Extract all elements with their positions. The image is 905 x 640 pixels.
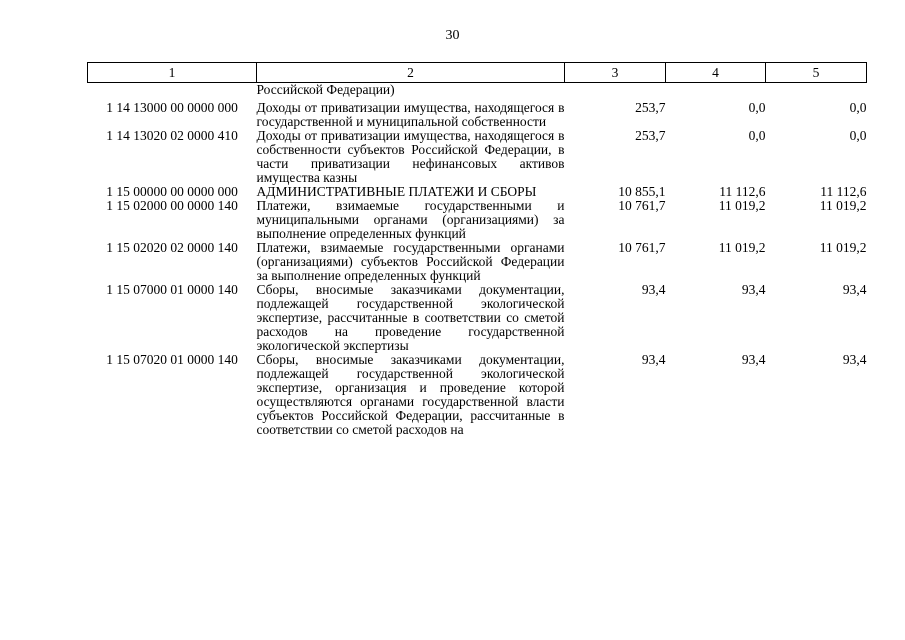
code-cell: 1 15 02020 02 0000 140 bbox=[106, 240, 238, 255]
value-col5: 93,4 bbox=[842, 352, 867, 367]
value-col5: 0,0 bbox=[849, 100, 867, 115]
budget-table bbox=[87, 62, 867, 437]
table-row bbox=[88, 129, 867, 185]
table-row bbox=[88, 241, 867, 283]
column-header: 5 bbox=[766, 63, 867, 83]
value-col4: 11 019,2 bbox=[718, 198, 766, 213]
value-col3: 10 855,1 bbox=[618, 184, 666, 199]
code-cell: 1 15 07000 01 0000 140 bbox=[106, 282, 238, 297]
column-header: 2 bbox=[257, 63, 565, 83]
name-cell: Платежи, взимаемые государственными и муниципальными органами (организациями) за выполнение определенных функций bbox=[256, 198, 565, 241]
column-header: 1 bbox=[88, 63, 257, 83]
value-col4: 0,0 bbox=[748, 100, 766, 115]
value-col3: 10 761,7 bbox=[618, 198, 666, 213]
table-row bbox=[88, 83, 867, 102]
code-cell: 1 15 02000 00 0000 140 bbox=[106, 198, 238, 213]
value-col4: 11 112,6 bbox=[719, 184, 766, 199]
value-col4: 11 019,2 bbox=[718, 240, 766, 255]
code-cell bbox=[88, 83, 257, 102]
value-col3: 93,4 bbox=[641, 282, 666, 297]
code-cell: 1 15 00000 00 0000 000 bbox=[106, 184, 238, 199]
code-cell: 1 14 13020 02 0000 410 bbox=[106, 128, 238, 143]
column-header: 3 bbox=[565, 63, 666, 83]
value-col3: 10 761,7 bbox=[618, 240, 666, 255]
table-header-row bbox=[88, 63, 867, 83]
value-col3: 253,7 bbox=[635, 100, 666, 115]
table-row bbox=[88, 199, 867, 241]
continuation-text: Российской Федерации) bbox=[256, 82, 395, 97]
name-cell: Доходы от приватизации имущества, находящегося в собственности субъектов Российской Федерации, в части приватизации нефинансовых активов имущества казны bbox=[256, 128, 565, 185]
value-col5: 11 112,6 bbox=[820, 184, 867, 199]
value-col3: 93,4 bbox=[641, 352, 666, 367]
table-row bbox=[88, 283, 867, 353]
table-row bbox=[88, 185, 867, 199]
page-number: 30 bbox=[445, 28, 460, 43]
name-cell: Платежи, взимаемые государственными органами (организациями) субъектов Российской Федерации за выполнение определенных функций bbox=[256, 240, 565, 283]
value-col5: 93,4 bbox=[842, 282, 867, 297]
column-header: 4 bbox=[666, 63, 766, 83]
value-col4: 93,4 bbox=[741, 352, 766, 367]
value-col4: 0,0 bbox=[748, 128, 766, 143]
code-cell: 1 14 13000 00 0000 000 bbox=[106, 100, 238, 115]
value-col5: 11 019,2 bbox=[819, 240, 867, 255]
name-cell: Сборы, вносимые заказчиками документации, подлежащей государственной экологической экспертизе, организация и проведение которой осуществляются органами государственной власти субъектов Российской Федерации, рассчитанные в соответствии со сметой расходов на bbox=[256, 352, 565, 437]
table-row bbox=[88, 353, 867, 437]
code-cell: 1 15 07020 01 0000 140 bbox=[106, 352, 238, 367]
value-col3: 253,7 bbox=[635, 128, 666, 143]
value-col5: 0,0 bbox=[849, 128, 867, 143]
name-cell: Сборы, вносимые заказчиками документации, подлежащей государственной экологической экспертизе, рассчитанные в соответствии со сметой расходов на проведение государственной экологической экспертизы bbox=[256, 282, 565, 353]
value-col5: 11 019,2 bbox=[819, 198, 867, 213]
value-col4: 93,4 bbox=[741, 282, 766, 297]
table-row bbox=[88, 101, 867, 129]
name-cell: Доходы от приватизации имущества, находящегося в государственной и муниципальной собственности bbox=[256, 100, 565, 129]
name-cell: АДМИНИСТРАТИВНЫЕ ПЛАТЕЖИ И СБОРЫ bbox=[256, 184, 537, 199]
